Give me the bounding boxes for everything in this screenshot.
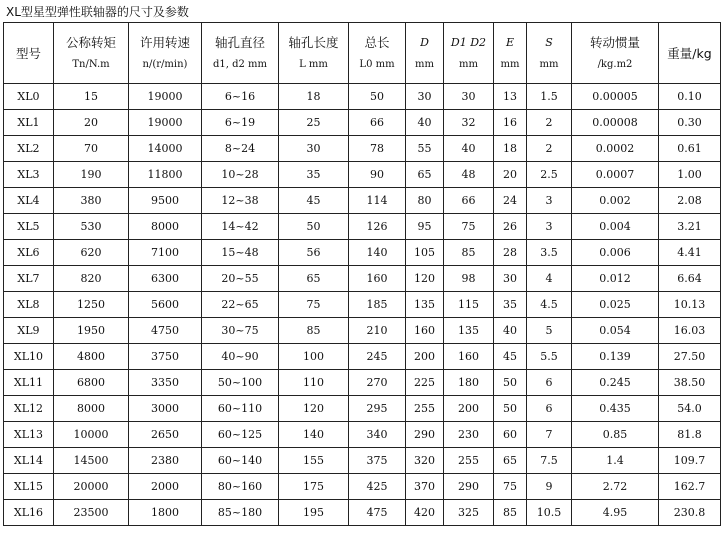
table-cell: 20 [54,110,129,136]
table-cell: 70 [54,136,129,162]
table-cell: 28 [494,240,527,266]
table-cell: 2 [527,136,572,162]
column-header-unit: mm [415,58,434,70]
table-cell: 4.95 [572,500,659,526]
table-cell: 270 [349,370,406,396]
model-cell: XL10 [4,344,54,370]
column-header-label: S [545,35,553,49]
table-row [4,188,721,214]
table-cell: 115 [444,292,494,318]
column-header [406,23,444,84]
table-cell: 0.10 [659,84,721,110]
table-cell: 95 [406,214,444,240]
table-cell: 0.85 [572,422,659,448]
table-cell: 6 [527,370,572,396]
table-row [4,396,721,422]
table-cell: 1.5 [527,84,572,110]
table-cell: 3000 [129,396,202,422]
table-cell: 140 [279,422,349,448]
model-cell: XL1 [4,110,54,136]
table-cell: 160 [406,318,444,344]
model-cell: XL15 [4,474,54,500]
table-cell: 5.5 [527,344,572,370]
column-header-label: 许用转速 [139,34,190,50]
table-cell: 370 [406,474,444,500]
model-cell: XL9 [4,318,54,344]
table-cell: 14500 [54,448,129,474]
table-cell: 620 [54,240,129,266]
table-row [4,292,721,318]
table-cell: 225 [406,370,444,396]
column-header [129,23,202,84]
column-header [527,23,572,84]
table-cell: 13 [494,84,527,110]
table-row [4,214,721,240]
table-cell: 40~90 [202,344,279,370]
column-header [54,23,129,84]
table-cell: 340 [349,422,406,448]
table-row [4,500,721,526]
table-cell: 30~75 [202,318,279,344]
table-cell: 3750 [129,344,202,370]
table-cell: 60 [494,422,527,448]
header-row [4,23,721,84]
table-row [4,162,721,188]
table-cell: 425 [349,474,406,500]
table-cell: 4750 [129,318,202,344]
table-cell: 8000 [129,214,202,240]
table-cell: 195 [279,500,349,526]
table-cell: 48 [444,162,494,188]
table-cell: 3.21 [659,214,721,240]
table-cell: 66 [349,110,406,136]
table-row [4,318,721,344]
table-cell: 2380 [129,448,202,474]
table-row [4,266,721,292]
table-cell: 50 [494,370,527,396]
table-cell: 4 [527,266,572,292]
table-cell: 230 [444,422,494,448]
table-cell: 0.002 [572,188,659,214]
table-cell: 90 [349,162,406,188]
table-cell: 15 [54,84,129,110]
column-header-unit: n/(r/min) [142,58,188,70]
table-cell: 20 [494,162,527,188]
column-header-unit: Tn/N.m [72,58,110,70]
model-cell: XL2 [4,136,54,162]
table-cell: 26 [494,214,527,240]
table-row [4,240,721,266]
table-cell: 290 [406,422,444,448]
model-cell: XL0 [4,84,54,110]
table-cell: 27.50 [659,344,721,370]
table-cell: 75 [444,214,494,240]
model-cell: XL14 [4,448,54,474]
model-cell: XL7 [4,266,54,292]
table-cell: 50~100 [202,370,279,396]
table-cell: 3 [527,214,572,240]
table-cell: 19000 [129,84,202,110]
column-header [444,23,494,84]
table-row [4,136,721,162]
table-cell: 75 [494,474,527,500]
table-cell: 85 [444,240,494,266]
table-cell: 135 [444,318,494,344]
table-cell: 4800 [54,344,129,370]
column-header-label: 转动惯量 [589,34,640,50]
table-cell: 75 [279,292,349,318]
column-header [659,23,721,84]
table-cell: 32 [444,110,494,136]
column-header [494,23,527,84]
table-cell: 1.00 [659,162,721,188]
table-cell: 38.50 [659,370,721,396]
table-cell: 54.0 [659,396,721,422]
table-cell: 2650 [129,422,202,448]
table-cell: 0.245 [572,370,659,396]
table-cell: 295 [349,396,406,422]
table-cell: 1800 [129,500,202,526]
table-cell: 19000 [129,110,202,136]
column-header-label: 重量/kg [667,45,712,61]
model-cell: XL13 [4,422,54,448]
table-cell: 126 [349,214,406,240]
table-row [4,370,721,396]
table-cell: 320 [406,448,444,474]
table-cell: 50 [494,396,527,422]
table-cell: 0.00005 [572,84,659,110]
table-cell: 0.0002 [572,136,659,162]
column-header-unit: /kg.m2 [597,58,633,70]
table-cell: 60~125 [202,422,279,448]
table-cell: 66 [444,188,494,214]
spec-table [3,22,721,526]
table-cell: 2000 [129,474,202,500]
table-cell: 40 [444,136,494,162]
table-cell: 85 [279,318,349,344]
column-header-label: 公称转矩 [65,34,116,50]
table-cell: 0.435 [572,396,659,422]
table-cell: 6 [527,396,572,422]
table-cell: 30 [406,84,444,110]
table-cell: 9 [527,474,572,500]
table-cell: 25 [279,110,349,136]
table-cell: 0.30 [659,110,721,136]
table-cell: 140 [349,240,406,266]
table-cell: 120 [406,266,444,292]
model-cell: XL3 [4,162,54,188]
table-cell: 162.7 [659,474,721,500]
table-cell: 8~24 [202,136,279,162]
table-cell: 210 [349,318,406,344]
table-cell: 40 [494,318,527,344]
column-header-label: 总长 [364,34,390,50]
table-cell: 255 [406,396,444,422]
table-cell: 6.64 [659,266,721,292]
table-cell: 30 [494,266,527,292]
column-header-unit: d1, d2 mm [212,58,268,70]
table-cell: 0.054 [572,318,659,344]
table-cell: 6~16 [202,84,279,110]
table-cell: 35 [279,162,349,188]
table-cell: 5600 [129,292,202,318]
table-cell: 0.0007 [572,162,659,188]
table-cell: 65 [406,162,444,188]
table-cell: 0.61 [659,136,721,162]
table-cell: 11800 [129,162,202,188]
table-cell: 3 [527,188,572,214]
column-header [202,23,279,84]
table-cell: 820 [54,266,129,292]
table-cell: 135 [406,292,444,318]
column-header-label: E [505,35,515,49]
model-cell: XL8 [4,292,54,318]
table-cell: 325 [444,500,494,526]
table-row [4,344,721,370]
table-cell: 81.8 [659,422,721,448]
table-cell: 7100 [129,240,202,266]
table-cell: 80 [406,188,444,214]
column-header-label: 轴孔直径 [214,34,265,50]
table-cell: 290 [444,474,494,500]
column-header [4,23,54,84]
table-cell: 160 [444,344,494,370]
model-cell: XL16 [4,500,54,526]
table-cell: 155 [279,448,349,474]
table-cell: 45 [279,188,349,214]
table-cell: 98 [444,266,494,292]
table-cell: 200 [444,396,494,422]
table-cell: 20000 [54,474,129,500]
table-cell: 0.006 [572,240,659,266]
table-cell: 10.13 [659,292,721,318]
table-cell: 105 [406,240,444,266]
table-cell: 3.5 [527,240,572,266]
table-cell: 65 [279,266,349,292]
table-header [4,23,721,84]
table-cell: 7 [527,422,572,448]
table-cell: 7.5 [527,448,572,474]
table-cell: 175 [279,474,349,500]
table-cell: 35 [494,292,527,318]
table-cell: 78 [349,136,406,162]
table-cell: 3350 [129,370,202,396]
model-cell: XL12 [4,396,54,422]
table-cell: 50 [279,214,349,240]
table-cell: 56 [279,240,349,266]
table-cell: 8000 [54,396,129,422]
column-header [349,23,406,84]
table-cell: 16 [494,110,527,136]
column-header-label: D1 D2 [450,35,487,49]
column-header-label: 型号 [15,45,41,61]
table-cell: 85 [494,500,527,526]
table-cell: 4.5 [527,292,572,318]
table-cell: 18 [494,136,527,162]
table-cell: 110 [279,370,349,396]
table-cell: 0.139 [572,344,659,370]
table-cell: 109.7 [659,448,721,474]
table-cell: 20~55 [202,266,279,292]
table-cell: 60~140 [202,448,279,474]
model-cell: XL4 [4,188,54,214]
table-cell: 85~180 [202,500,279,526]
model-cell: XL5 [4,214,54,240]
column-header-unit: L mm [299,58,328,70]
table-row [4,84,721,110]
table-cell: 10~28 [202,162,279,188]
table-cell: 0.025 [572,292,659,318]
column-header-label: D [420,35,429,49]
table-cell: 65 [494,448,527,474]
table-cell: 10000 [54,422,129,448]
table-cell: 0.004 [572,214,659,240]
table-cell: 160 [349,266,406,292]
table-cell: 18 [279,84,349,110]
table-cell: 30 [444,84,494,110]
table-cell: 0.012 [572,266,659,292]
table-cell: 12~38 [202,188,279,214]
table-row [4,474,721,500]
table-cell: 230.8 [659,500,721,526]
table-cell: 475 [349,500,406,526]
model-cell: XL11 [4,370,54,396]
table-cell: 30 [279,136,349,162]
table-row [4,422,721,448]
table-cell: 180 [444,370,494,396]
table-cell: 100 [279,344,349,370]
table-cell: 6300 [129,266,202,292]
table-cell: 380 [54,188,129,214]
table-cell: 60~110 [202,396,279,422]
table-cell: 2.72 [572,474,659,500]
table-row [4,448,721,474]
column-header-unit: mm [500,58,520,70]
page-title: XL型星型弹性联轴器的尺寸及参数 [6,5,189,19]
table-cell: 6~19 [202,110,279,136]
table-cell: 6800 [54,370,129,396]
table-cell: 530 [54,214,129,240]
table-body [4,84,721,526]
column-header-label: 轴孔长度 [288,34,339,50]
column-header [279,23,349,84]
table-cell: 45 [494,344,527,370]
table-cell: 1.4 [572,448,659,474]
table-cell: 2.5 [527,162,572,188]
table-cell: 50 [349,84,406,110]
table-cell: 9500 [129,188,202,214]
column-header-unit: mm [459,58,478,70]
table-cell: 24 [494,188,527,214]
table-cell: 120 [279,396,349,422]
table-cell: 375 [349,448,406,474]
column-header-unit: mm [539,58,559,70]
table-cell: 14000 [129,136,202,162]
table-cell: 185 [349,292,406,318]
table-cell: 190 [54,162,129,188]
table-cell: 1950 [54,318,129,344]
table-cell: 1250 [54,292,129,318]
table-cell: 10.5 [527,500,572,526]
table-cell: 5 [527,318,572,344]
table-cell: 23500 [54,500,129,526]
table-cell: 40 [406,110,444,136]
column-header-unit: L0 mm [359,58,395,70]
table-cell: 14~42 [202,214,279,240]
table-cell: 2 [527,110,572,136]
table-cell: 255 [444,448,494,474]
table-cell: 55 [406,136,444,162]
table-cell: 0.00008 [572,110,659,136]
table-cell: 16.03 [659,318,721,344]
table-cell: 245 [349,344,406,370]
table-cell: 15~48 [202,240,279,266]
table-cell: 22~65 [202,292,279,318]
table-cell: 420 [406,500,444,526]
table-cell: 2.08 [659,188,721,214]
table-cell: 200 [406,344,444,370]
table-row [4,110,721,136]
column-header [572,23,659,84]
table-cell: 114 [349,188,406,214]
model-cell: XL6 [4,240,54,266]
table-cell: 80~160 [202,474,279,500]
table-cell: 4.41 [659,240,721,266]
